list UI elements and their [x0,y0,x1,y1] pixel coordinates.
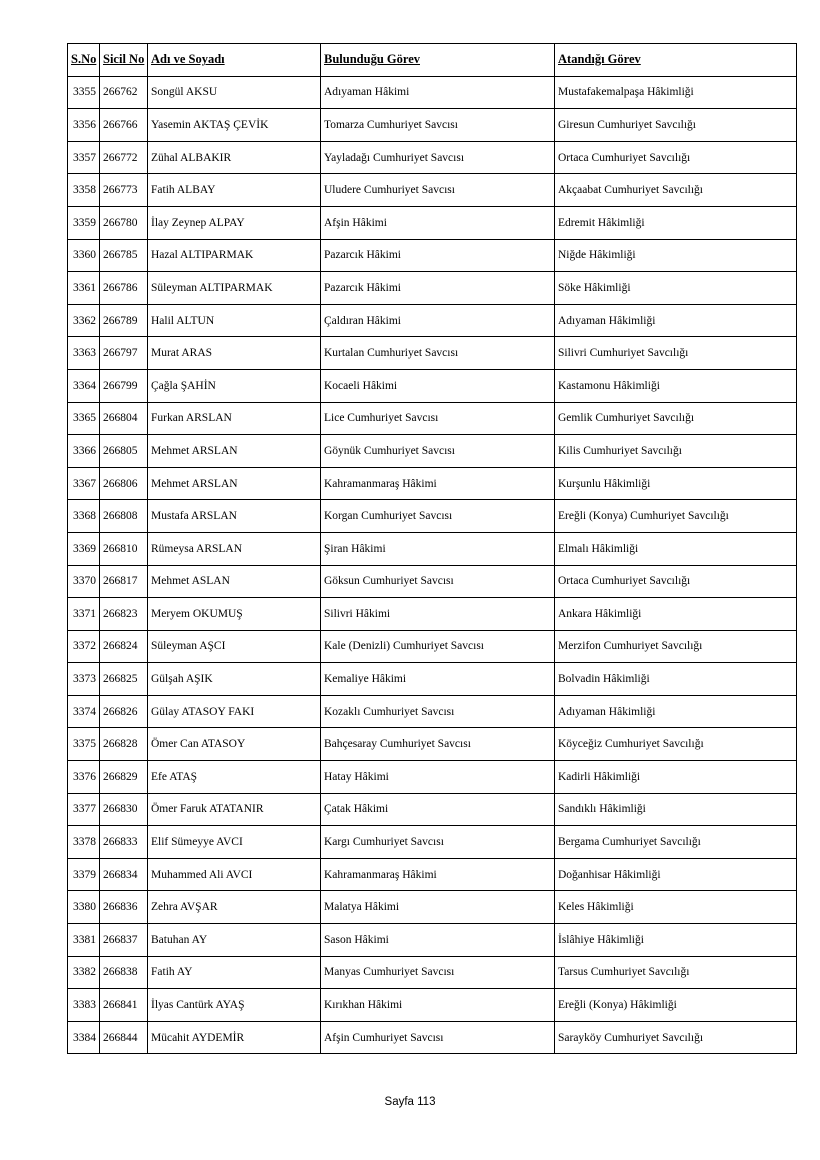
cell-sno: 3370 [68,565,100,598]
table-row [68,500,797,533]
table-row [68,337,797,370]
cell-name: Meryem OKUMUŞ [148,598,321,631]
header-sno: S.No [68,44,100,77]
cell-assigned-post: Elmalı Hâkimliği [555,532,797,565]
cell-sicil: 266773 [100,174,148,207]
cell-assigned-post: Söke Hâkimliği [555,272,797,305]
cell-sicil: 266826 [100,695,148,728]
table-row [68,109,797,142]
appointments-table [67,43,797,1054]
cell-name: Songül AKSU [148,76,321,109]
cell-assigned-post: Kadirli Hâkimliği [555,761,797,794]
cell-current-post: Pazarcık Hâkimi [321,272,555,305]
cell-name: Süleyman ALTIPARMAK [148,272,321,305]
cell-name: Gülay ATASOY FAKI [148,695,321,728]
table-row [68,761,797,794]
cell-sno: 3362 [68,304,100,337]
table-row [68,532,797,565]
cell-sicil: 266772 [100,141,148,174]
table-row [68,272,797,305]
cell-name: Fatih AY [148,956,321,989]
cell-assigned-post: Akçaabat Cumhuriyet Savcılığı [555,174,797,207]
table-row [68,826,797,859]
cell-assigned-post: Merzifon Cumhuriyet Savcılığı [555,630,797,663]
cell-sicil: 266836 [100,891,148,924]
cell-name: İlyas Cantürk AYAŞ [148,989,321,1022]
table-row [68,402,797,435]
cell-sno: 3359 [68,206,100,239]
cell-name: Halil ALTUN [148,304,321,337]
cell-current-post: Sason Hâkimi [321,924,555,957]
table-row [68,467,797,500]
table-row [68,989,797,1022]
cell-current-post: Afşin Cumhuriyet Savcısı [321,1021,555,1054]
cell-assigned-post: Bolvadin Hâkimliği [555,663,797,696]
cell-name: Mücahit AYDEMİR [148,1021,321,1054]
cell-current-post: Göksun Cumhuriyet Savcısı [321,565,555,598]
cell-sicil: 266828 [100,728,148,761]
cell-assigned-post: Sandıklı Hâkimliği [555,793,797,826]
cell-sno: 3380 [68,891,100,924]
table-row [68,728,797,761]
cell-assigned-post: Niğde Hâkimliği [555,239,797,272]
table-row [68,891,797,924]
cell-assigned-post: Adıyaman Hâkimliği [555,695,797,728]
cell-sno: 3377 [68,793,100,826]
cell-sicil: 266789 [100,304,148,337]
page-number: Sayfa 113 [384,1096,436,1108]
table-row [68,304,797,337]
cell-name: Gülşah AŞIK [148,663,321,696]
cell-current-post: Çatak Hâkimi [321,793,555,826]
cell-name: Furkan ARSLAN [148,402,321,435]
table-row [68,793,797,826]
table-row [68,1021,797,1054]
cell-name: Hazal ALTIPARMAK [148,239,321,272]
cell-name: Batuhan AY [148,924,321,957]
table-row [68,435,797,468]
cell-sno: 3372 [68,630,100,663]
cell-current-post: Kahramanmaraş Hâkimi [321,858,555,891]
cell-current-post: Yayladağı Cumhuriyet Savcısı [321,141,555,174]
header-name: Adı ve Soyadı [148,44,321,77]
cell-sno: 3361 [68,272,100,305]
cell-current-post: Adıyaman Hâkimi [321,76,555,109]
cell-sicil: 266829 [100,761,148,794]
cell-assigned-post: Mustafakemalpaşa Hâkimliği [555,76,797,109]
cell-sicil: 266817 [100,565,148,598]
cell-assigned-post: Kurşunlu Hâkimliği [555,467,797,500]
cell-name: Elif Sümeyye AVCI [148,826,321,859]
cell-sno: 3379 [68,858,100,891]
table-row [68,663,797,696]
cell-assigned-post: Doğanhisar Hâkimliği [555,858,797,891]
cell-sno: 3363 [68,337,100,370]
cell-sicil: 266808 [100,500,148,533]
header-assigned-post: Atandığı Görev [555,44,797,77]
cell-name: Ömer Can ATASOY [148,728,321,761]
cell-name: Zehra AVŞAR [148,891,321,924]
table-row [68,695,797,728]
cell-name: Ömer Faruk ATATANIR [148,793,321,826]
cell-assigned-post: Keles Hâkimliği [555,891,797,924]
header-sicil: Sicil No [100,44,148,77]
cell-sno: 3367 [68,467,100,500]
cell-current-post: Pazarcık Hâkimi [321,239,555,272]
cell-sno: 3355 [68,76,100,109]
cell-sno: 3373 [68,663,100,696]
cell-sno: 3374 [68,695,100,728]
cell-sicil: 266805 [100,435,148,468]
cell-name: Mehmet ARSLAN [148,467,321,500]
cell-sicil: 266844 [100,1021,148,1054]
cell-current-post: Afşin Hâkimi [321,206,555,239]
cell-name: Zühal ALBAKIR [148,141,321,174]
cell-current-post: Kozaklı Cumhuriyet Savcısı [321,695,555,728]
cell-assigned-post: Edremit Hâkimliği [555,206,797,239]
cell-sicil: 266797 [100,337,148,370]
cell-current-post: Manyas Cumhuriyet Savcısı [321,956,555,989]
cell-sicil: 266785 [100,239,148,272]
cell-current-post: Kocaeli Hâkimi [321,369,555,402]
cell-sicil: 266841 [100,989,148,1022]
cell-sicil: 266837 [100,924,148,957]
cell-current-post: Uludere Cumhuriyet Savcısı [321,174,555,207]
cell-assigned-post: Köyceğiz Cumhuriyet Savcılığı [555,728,797,761]
cell-sicil: 266762 [100,76,148,109]
table-row [68,369,797,402]
cell-sicil: 266766 [100,109,148,142]
cell-assigned-post: Ereğli (Konya) Cumhuriyet Savcılığı [555,500,797,533]
cell-assigned-post: Ortaca Cumhuriyet Savcılığı [555,141,797,174]
cell-assigned-post: Silivri Cumhuriyet Savcılığı [555,337,797,370]
cell-sno: 3369 [68,532,100,565]
cell-sicil: 266804 [100,402,148,435]
cell-sicil: 266799 [100,369,148,402]
table-row [68,598,797,631]
table-row [68,630,797,663]
cell-name: Murat ARAS [148,337,321,370]
cell-name: Çağla ŞAHİN [148,369,321,402]
cell-sicil: 266824 [100,630,148,663]
cell-sno: 3375 [68,728,100,761]
cell-sno: 3365 [68,402,100,435]
cell-name: Mehmet ARSLAN [148,435,321,468]
cell-name: Mehmet ASLAN [148,565,321,598]
cell-sno: 3381 [68,924,100,957]
cell-current-post: Kargı Cumhuriyet Savcısı [321,826,555,859]
cell-current-post: Çaldıran Hâkimi [321,304,555,337]
cell-current-post: Hatay Hâkimi [321,761,555,794]
cell-assigned-post: Giresun Cumhuriyet Savcılığı [555,109,797,142]
cell-name: Rümeysa ARSLAN [148,532,321,565]
cell-current-post: Malatya Hâkimi [321,891,555,924]
cell-sno: 3366 [68,435,100,468]
cell-sicil: 266806 [100,467,148,500]
cell-assigned-post: Ortaca Cumhuriyet Savcılığı [555,565,797,598]
cell-sicil: 266833 [100,826,148,859]
table-row [68,239,797,272]
cell-current-post: Kırıkhan Hâkimi [321,989,555,1022]
cell-name: Fatih ALBAY [148,174,321,207]
cell-assigned-post: Tarsus Cumhuriyet Savcılığı [555,956,797,989]
cell-sicil: 266834 [100,858,148,891]
cell-sno: 3357 [68,141,100,174]
table-row [68,924,797,957]
cell-assigned-post: Bergama Cumhuriyet Savcılığı [555,826,797,859]
cell-current-post: Kemaliye Hâkimi [321,663,555,696]
cell-sno: 3371 [68,598,100,631]
cell-sicil: 266823 [100,598,148,631]
table-row [68,141,797,174]
cell-assigned-post: Adıyaman Hâkimliği [555,304,797,337]
cell-assigned-post: İslâhiye Hâkimliği [555,924,797,957]
cell-current-post: Kurtalan Cumhuriyet Savcısı [321,337,555,370]
cell-current-post: Korgan Cumhuriyet Savcısı [321,500,555,533]
table-row [68,565,797,598]
cell-sicil: 266825 [100,663,148,696]
cell-current-post: Silivri Hâkimi [321,598,555,631]
cell-assigned-post: Sarayköy Cumhuriyet Savcılığı [555,1021,797,1054]
cell-current-post: Kale (Denizli) Cumhuriyet Savcısı [321,630,555,663]
cell-sno: 3368 [68,500,100,533]
header-current-post: Bulunduğu Görev [321,44,555,77]
cell-sno: 3382 [68,956,100,989]
cell-sno: 3376 [68,761,100,794]
cell-sno: 3360 [68,239,100,272]
cell-sno: 3356 [68,109,100,142]
cell-assigned-post: Kilis Cumhuriyet Savcılığı [555,435,797,468]
cell-current-post: Kahramanmaraş Hâkimi [321,467,555,500]
table-row [68,956,797,989]
cell-name: İlay Zeynep ALPAY [148,206,321,239]
table-row [68,76,797,109]
cell-sicil: 266780 [100,206,148,239]
cell-name: Yasemin AKTAŞ ÇEVİK [148,109,321,142]
cell-sicil: 266838 [100,956,148,989]
cell-current-post: Lice Cumhuriyet Savcısı [321,402,555,435]
cell-name: Süleyman AŞCI [148,630,321,663]
table-row [68,206,797,239]
cell-sno: 3364 [68,369,100,402]
cell-sno: 3358 [68,174,100,207]
cell-sicil: 266786 [100,272,148,305]
cell-sno: 3384 [68,1021,100,1054]
cell-current-post: Şiran Hâkimi [321,532,555,565]
cell-assigned-post: Ereğli (Konya) Hâkimliği [555,989,797,1022]
cell-sicil: 266810 [100,532,148,565]
cell-name: Efe ATAŞ [148,761,321,794]
cell-sno: 3378 [68,826,100,859]
cell-sno: 3383 [68,989,100,1022]
cell-sicil: 266830 [100,793,148,826]
cell-current-post: Tomarza Cumhuriyet Savcısı [321,109,555,142]
cell-assigned-post: Kastamonu Hâkimliği [555,369,797,402]
cell-current-post: Göynük Cumhuriyet Savcısı [321,435,555,468]
cell-assigned-post: Gemlik Cumhuriyet Savcılığı [555,402,797,435]
cell-name: Muhammed Ali AVCI [148,858,321,891]
table-row [68,174,797,207]
cell-name: Mustafa ARSLAN [148,500,321,533]
table-row [68,858,797,891]
cell-assigned-post: Ankara Hâkimliği [555,598,797,631]
cell-current-post: Bahçesaray Cumhuriyet Savcısı [321,728,555,761]
table-header-row [68,44,797,77]
